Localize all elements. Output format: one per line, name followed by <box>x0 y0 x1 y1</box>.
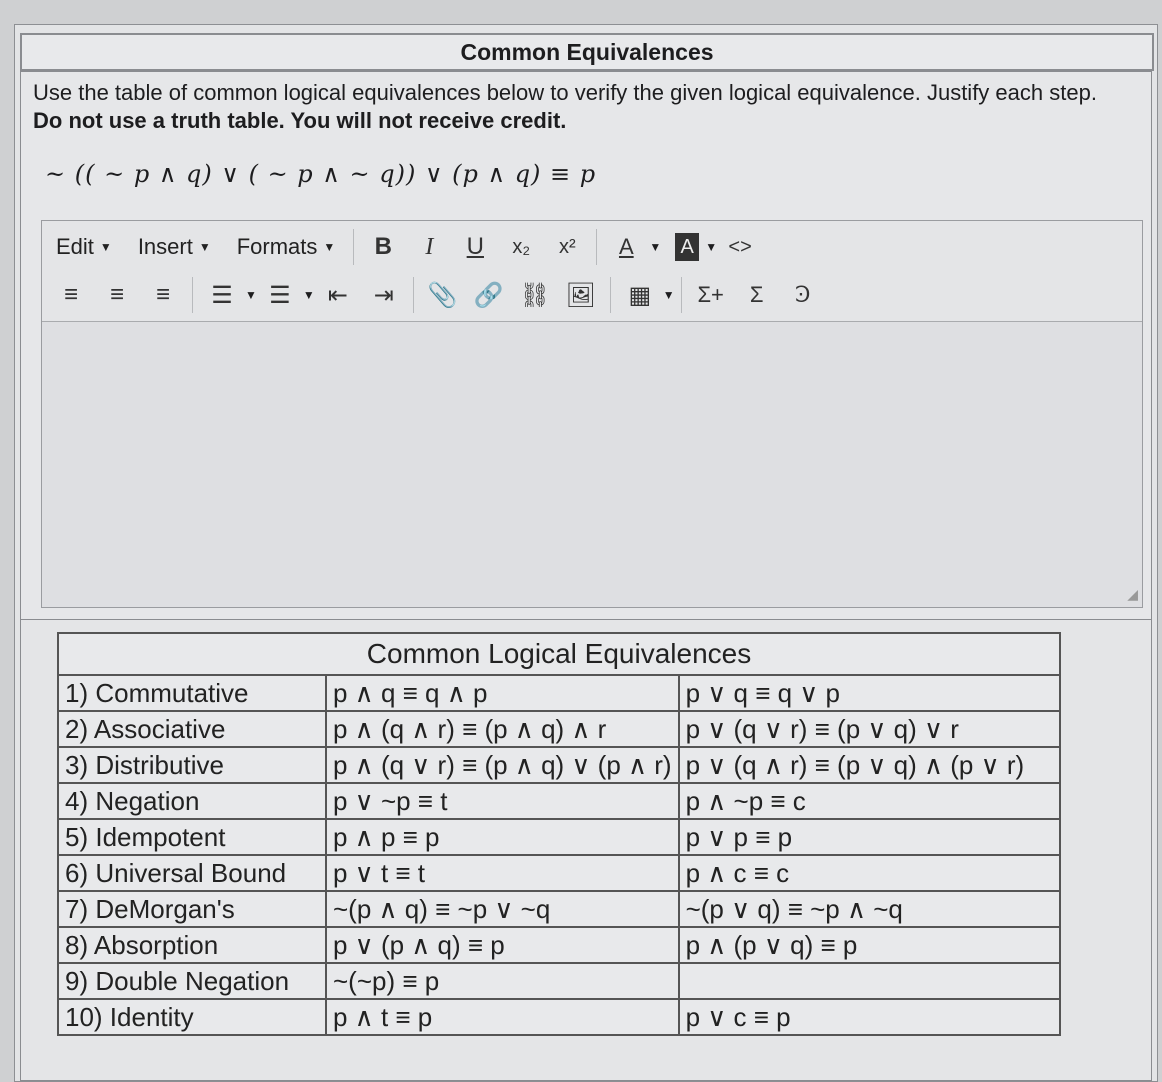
align-left-button[interactable]: ≡ <box>63 281 78 308</box>
chevron-down-icon: ▼ <box>323 240 336 254</box>
table-row <box>58 675 1060 711</box>
equivalence-or: p ∨ (q ∧ r) ≡ (p ∨ q) ∧ (p ∨ r) <box>679 747 1060 783</box>
table-row <box>58 927 1060 963</box>
chevron-down-icon[interactable]: ▼ <box>662 288 675 302</box>
indent-button[interactable]: ⇥ <box>373 281 394 309</box>
toolbar-divider <box>413 277 414 313</box>
law-name: 7) DeMorgan's <box>58 891 326 927</box>
equivalence-or: ~(p ∨ q) ≡ ~p ∧ ~q <box>679 891 1060 927</box>
formats-menu-label: Formats <box>236 234 318 259</box>
toolbar-row-2 <box>42 273 826 317</box>
equivalence-or: p ∨ (q ∨ r) ≡ (p ∨ q) ∨ r <box>679 711 1060 747</box>
instruction-text: Use the table of common logical equivalences below to verify the given logical equivalence. Justify each step. <box>33 80 1097 105</box>
superscript-button[interactable]: x² <box>558 235 576 258</box>
image-icon[interactable]: 🖼 <box>565 281 597 309</box>
equivalence-or: p ∧ ~p ≡ c <box>679 783 1060 819</box>
edit-menu-label: Edit <box>56 234 94 259</box>
chevron-down-icon: ▼ <box>99 240 112 254</box>
equivalence-and: p ∧ t ≡ p <box>326 999 679 1035</box>
sigma-button[interactable]: Σ <box>749 282 764 307</box>
equivalence-or: p ∧ (p ∨ q) ≡ p <box>679 927 1060 963</box>
unlink-icon[interactable]: ⛓ <box>519 281 551 309</box>
given-equivalence: ~ (( ~ p ∧ q) ∨ ( ~ p ∧ ~ q)) ∨ (p ∧ q) ≡ p <box>45 160 597 188</box>
answer-editor[interactable] <box>41 220 1143 608</box>
link-icon[interactable]: 🔗 <box>473 281 504 309</box>
equivalence-or: p ∨ q ≡ q ∨ p <box>679 675 1060 711</box>
bullet-list-button[interactable]: ☰ <box>211 281 233 309</box>
toolbar-row-1 <box>42 225 763 269</box>
underline-button[interactable]: U <box>466 233 484 260</box>
table-row <box>58 891 1060 927</box>
table-title: Common Logical Equivalences <box>58 633 1060 675</box>
equivalence-and: ~(p ∧ q) ≡ ~p ∨ ~q <box>326 891 679 927</box>
law-name: 4) Negation <box>58 783 326 819</box>
equivalence-or: p ∨ p ≡ p <box>679 819 1060 855</box>
formats-menu[interactable] <box>223 227 348 267</box>
chevron-down-icon[interactable]: ▼ <box>245 288 257 302</box>
insert-menu-label: Insert <box>137 234 193 259</box>
instructions-panel <box>20 71 1152 639</box>
special-character-button[interactable]: Ꜿ <box>794 282 811 307</box>
table-row <box>58 747 1060 783</box>
panel-title: Common Equivalences <box>20 33 1154 71</box>
source-code-button[interactable]: <> <box>728 235 752 258</box>
equivalence-and: p ∧ p ≡ p <box>326 819 679 855</box>
background-color-button[interactable]: A <box>675 233 699 261</box>
editor-toolbar <box>42 221 1142 322</box>
text-color-button[interactable]: A <box>618 234 634 259</box>
insert-equation-button[interactable]: Σ+ <box>697 282 724 307</box>
toolbar-divider <box>681 277 682 313</box>
attach-icon[interactable]: 📎 <box>427 281 458 309</box>
law-name: 1) Commutative <box>58 675 326 711</box>
toolbar-divider <box>353 229 354 265</box>
insert-menu[interactable] <box>124 227 223 267</box>
table-row <box>58 711 1060 747</box>
toolbar-divider <box>192 277 193 313</box>
table-row <box>58 855 1060 891</box>
table-icon[interactable]: ▦ <box>628 281 652 309</box>
edit-menu[interactable] <box>42 227 124 267</box>
chevron-down-icon[interactable]: ▼ <box>705 240 718 254</box>
equivalence-or: p ∧ c ≡ c <box>679 855 1060 891</box>
chevron-down-icon[interactable]: ▼ <box>302 288 315 302</box>
equivalence-and: p ∧ (q ∧ r) ≡ (p ∧ q) ∧ r <box>326 711 679 747</box>
chevron-down-icon: ▼ <box>198 240 211 254</box>
equivalence-and: ~(~p) ≡ p <box>326 963 679 999</box>
numbered-list-button[interactable]: ☰ <box>269 281 291 309</box>
law-name: 2) Associative <box>58 711 326 747</box>
chevron-down-icon[interactable]: ▼ <box>649 240 662 254</box>
subscript-button[interactable]: x₂ <box>512 235 531 258</box>
equivalence-or: p ∨ c ≡ p <box>679 999 1060 1035</box>
equivalence-and: p ∧ q ≡ q ∧ p <box>326 675 679 711</box>
equivalences-table-panel <box>20 619 1152 1081</box>
toolbar-divider <box>596 229 597 265</box>
toolbar-divider <box>610 277 611 313</box>
question-container <box>14 24 1158 1082</box>
equivalences-table <box>57 632 1061 1036</box>
law-name: 6) Universal Bound <box>58 855 326 891</box>
table-row <box>58 783 1060 819</box>
table-row <box>58 819 1060 855</box>
equivalence-and: p ∨ ~p ≡ t <box>326 783 679 819</box>
equivalence-and: p ∨ t ≡ t <box>326 855 679 891</box>
editor-content-area[interactable] <box>42 322 1142 607</box>
align-center-button[interactable]: ≡ <box>109 281 124 308</box>
equivalence-and: p ∨ (p ∧ q) ≡ p <box>326 927 679 963</box>
law-name: 5) Idempotent <box>58 819 326 855</box>
equivalence-or <box>679 963 1060 999</box>
instruction-warning: Do not use a truth table. You will not receive credit. <box>33 108 567 133</box>
bold-button[interactable]: B <box>374 233 392 260</box>
align-right-button[interactable]: ≡ <box>155 281 170 308</box>
law-name: 3) Distributive <box>58 747 326 783</box>
table-row <box>58 999 1060 1035</box>
italic-button[interactable]: I <box>425 233 434 260</box>
law-name: 10) Identity <box>58 999 326 1035</box>
law-name: 9) Double Negation <box>58 963 326 999</box>
equivalence-and: p ∧ (q ∨ r) ≡ (p ∧ q) ∨ (p ∧ r) <box>326 747 679 783</box>
table-row <box>58 963 1060 999</box>
law-name: 8) Absorption <box>58 927 326 963</box>
resize-handle-icon[interactable]: ◢ <box>1127 586 1138 602</box>
outdent-button[interactable]: ⇤ <box>327 281 348 309</box>
